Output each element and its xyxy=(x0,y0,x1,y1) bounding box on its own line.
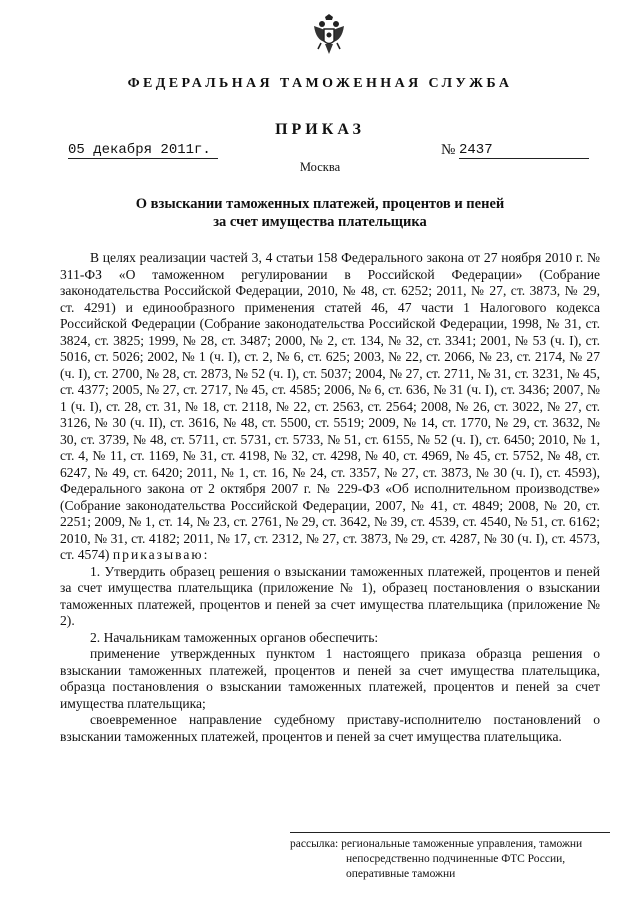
item-1: 1. Утвердить образец решения о взыскании таможенных платежей, процентов и пеней за счет имущества плательщика (приложение № 1), образец постановления о взыскании таможенных платежей, процентов и пеней за счет имущества плательщика (приложение № 2). xyxy=(60,563,600,628)
mailing-line-2: непосредственно подчиненные ФТС России, xyxy=(346,853,566,865)
item-2-b: своевременное направление судебному приставу-исполнителю постановлений о взыскании таможенных платежей, процентов и пеней за счет имущества плательщика. xyxy=(60,712,600,744)
order-number: 2437 xyxy=(459,143,589,159)
subject-line-1: О взыскании таможенных платежей, процентов и пеней xyxy=(135,196,505,212)
preamble-text: В целях реализации частей 3, 4 статьи 158 Федерального закона от 27 ноября 2010 г. № 311-ФЗ «О таможенном регулировании в Российской Федерации» (Собрание законодательства Российской Федерации, 2010, № 48, ст. 6252; 2011, № 27, ст. 3873, № 29, ст. 4291) и единообразного применения статей 46, 47 части 1 Налогового кодекса Российской Федерации (Собрание законодательства Российской Федерации, 1998, № 31, ст. 3824, ст. 3825; 1999, № 28, ст. 3487; 2000, № 2, ст. 134, № 32, ст. 3341; 2001, № 53 (ч. I), ст. 5016, ст. 5026; 2002, № 1 (ч. I), ст. 2, № 6, ст. 625; 2003, № 22, ст. 2066, № 23, ст. 2174, № 27 (ч. I), ст. 2700, № 28, ст. 2873, № 52 (ч. I), ст. 5037; 2004, № 27, ст. 2711, № 31, ст. 3231, № 45, ст. 4377; 2005, № 27, ст. 2717, № 45, ст. 4585; 2006, № 6, ст. 636, № 31 (ч. I), ст. 3436; 2007, № 1 (ч. I), ст. 28, ст. 31, № 18, ст. 2118, № 22, ст. 2563, ст. 2564; 2008, № 26, ст. 3022, № 27, ст. 3126, № 30 (ч. II), ст. 3616, № 48, ст. 5500, ст. 5519; 2009, № 14, ст. 1770, № 29, ст. 3632, № 30, ст. 3739, № 48, ст. 5711, ст. 5731, ст. 5733, № 51, ст. 6155, № 52 (ч. I), ст. 6450; 2010, № 1, ст. 4, № 11, ст. 1169, № 31, ст. 4198, № 32, ст. 4298, № 40, ст. 4969, № 45, ст. 5752, № 48, ст. 6247, № 49, ст. 6420; 2011, № 1, ст. 16, № 24, ст. 3357, № 27, ст. 3873, № 30 (ч. I), ст. 4593), Федерального закона от 2 октября 2007 г. № 229-ФЗ «Об исполнительном производстве» (Собрание законодательства Российской Федерации, 2007, № 41, ст. 4849; 2008, № 20, ст. 2251; 2009, № 1, ст. 14, № 23, ст. 2761, № 29, ст. 3642, № 39, ст. 4539, ст. 4540, № 51, ст. 6162; 2010, № 31, ст. 4182; 2011, № 17, ст. 2312, № 27, ст. 3873, № 29, ст. 4287, № 30 (ч. I), ст. 4573, ст. 4574) xyxy=(60,250,600,562)
mailing-list xyxy=(290,837,620,882)
agency-name: ФЕДЕРАЛЬНАЯ ТАМОЖЕННАЯ СЛУЖБА xyxy=(127,76,513,91)
place-of-issue: Москва xyxy=(299,160,341,174)
order-body xyxy=(60,250,600,745)
subject-line-2: за счет имущества плательщика xyxy=(213,214,427,230)
order-subject xyxy=(100,195,540,231)
mailing-divider xyxy=(290,832,610,833)
order-date: 05 декабря 2011г. xyxy=(68,143,218,159)
preamble-paragraph xyxy=(60,250,600,564)
coat-of-arms-icon xyxy=(312,14,346,58)
mailing-line-1: рассылка: региональные таможенные управления, таможни xyxy=(290,838,583,850)
mailing-line-3: оперативные таможни xyxy=(346,868,456,880)
order-word: приказываю: xyxy=(112,547,210,562)
item-2-a: применение утвержденных пунктом 1 настоящего приказа образца решения о взыскании таможенных платежей, процентов и пеней за счет имущества плательщика, образца постановления о взыскании таможенных платежей, процентов и пеней за счет имущества плательщика; xyxy=(60,646,600,711)
item-2-intro: 2. Начальникам таможенных органов обеспечить: xyxy=(90,629,379,645)
document-type: ПРИКАЗ xyxy=(275,121,365,138)
order-number-label: № xyxy=(441,142,456,158)
